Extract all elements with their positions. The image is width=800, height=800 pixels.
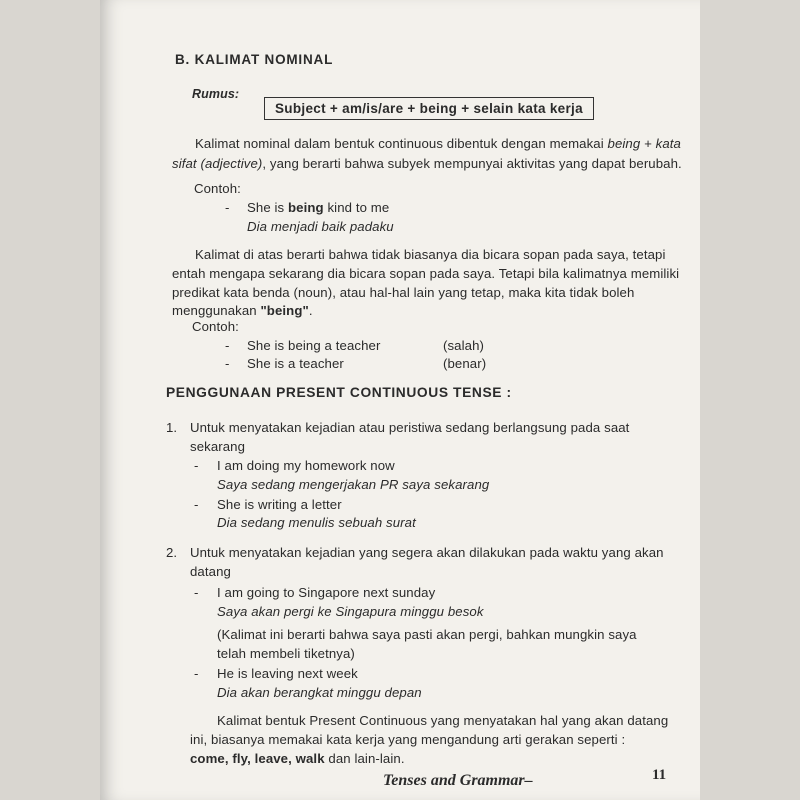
example2-bullet: - [225, 338, 230, 353]
rumus-label: Rumus: [192, 87, 240, 101]
item2-ex1-sentence: I am going to Singapore next sunday [217, 585, 436, 600]
item1-ex1-sentence: I am doing my homework now [217, 458, 395, 473]
item2-para-line2: ini, biasanya memakai kata kerja yang mengandung arti gerakan seperti : [190, 732, 626, 747]
para2-line2: entah mengapa sekarang dia bicara sopan pada saya. Tetapi bila kalimatnya memiliki [172, 266, 680, 281]
usage-heading: PENGGUNAAN PRESENT CONTINUOUS TENSE : [166, 385, 512, 400]
book-page [100, 0, 700, 800]
item2-ex1-note-line1: (Kalimat ini berarti bahwa saya pasti akan pergi, bahkan mungkin saya [217, 627, 637, 642]
example1-post: kind to me [323, 200, 390, 215]
item2-ex2-bullet: - [194, 666, 199, 681]
item2-para-line1: Kalimat bentuk Present Continuous yang menyatakan hal yang akan datang [217, 713, 669, 728]
para1-line1-text: Kalimat nominal dalam bentuk continuous dibentuk dengan memakai [195, 136, 608, 151]
para2-line4 [172, 303, 313, 318]
para2-line4-bold: "being" [260, 303, 309, 318]
para2-line1: Kalimat di atas berarti bahwa tidak biasanya dia bicara sopan pada saya, tetapi [195, 247, 666, 262]
example1-translation: Dia menjadi baik padaku [247, 219, 394, 234]
formula-box: Subject + am/is/are + being + selain kata kerja [264, 97, 594, 120]
example1-bold: being [288, 200, 324, 215]
item2-para-line3 [190, 751, 405, 766]
item2-para-bold: come, fly, leave, walk [190, 751, 325, 766]
example1-pre: She is [247, 200, 289, 215]
contoh-label-1: Contoh: [194, 181, 241, 196]
item1-line1: Untuk menyatakan kejadian atau peristiwa sedang berlangsung pada saat [190, 420, 630, 435]
item2-ex1-translation: Saya akan pergi ke Singapura minggu besok [217, 604, 484, 619]
para2-line3: predikat kata benda (noun), atau hal-hal lain yang tetap, maka kita tidak boleh [172, 285, 635, 300]
item2-line1: Untuk menyatakan kejadian yang segera akan dilakukan pada waktu yang akan [190, 545, 664, 560]
item2-ex2-sentence: He is leaving next week [217, 666, 358, 681]
item1-ex2-translation: Dia sedang menulis sebuah surat [217, 515, 416, 530]
para2-line4-end: . [308, 303, 313, 318]
item2-line2: datang [190, 564, 231, 579]
item2-para-end: dan lain-lain. [324, 751, 405, 766]
para1-line2-emphasis: sifat (adjective) [172, 156, 263, 171]
example2-bullet: - [225, 356, 230, 371]
example2-sentence: She is being a teacher [247, 338, 381, 353]
item1-ex2-sentence: She is writing a letter [217, 497, 342, 512]
para1-line2-text: , yang berarti bahwa subyek mempunyai aktivitas yang dapat berubah. [262, 156, 682, 171]
example1-bullet: - [225, 200, 230, 215]
item1-line2: sekarang [190, 439, 246, 454]
page-number: 11 [652, 767, 667, 783]
item2-ex1-note-line2: telah membeli tiketnya) [217, 646, 355, 661]
footer-title: Tenses and Grammar– [383, 772, 533, 789]
para2-line4-text: menggunakan [172, 303, 261, 318]
item2-ex2-translation: Dia akan berangkat minggu depan [217, 685, 422, 700]
item2-number: 2. [166, 545, 178, 560]
item2-ex1-bullet: - [194, 585, 199, 600]
example1-sentence [247, 200, 389, 215]
item1-ex2-bullet: - [194, 497, 199, 512]
item1-ex1-bullet: - [194, 458, 199, 473]
section-heading: B. KALIMAT NOMINAL [175, 52, 334, 67]
para1-line1-emphasis: being + kata [607, 136, 681, 151]
example2-mark: (benar) [443, 356, 487, 371]
item1-ex1-translation: Saya sedang mengerjakan PR saya sekarang [217, 477, 490, 492]
para1-line1 [195, 136, 681, 151]
example2-mark: (salah) [443, 338, 485, 353]
para1-line2 [172, 156, 682, 171]
item1-number: 1. [166, 420, 178, 435]
contoh-label-2: Contoh: [192, 319, 239, 334]
example2-sentence: She is a teacher [247, 356, 344, 371]
